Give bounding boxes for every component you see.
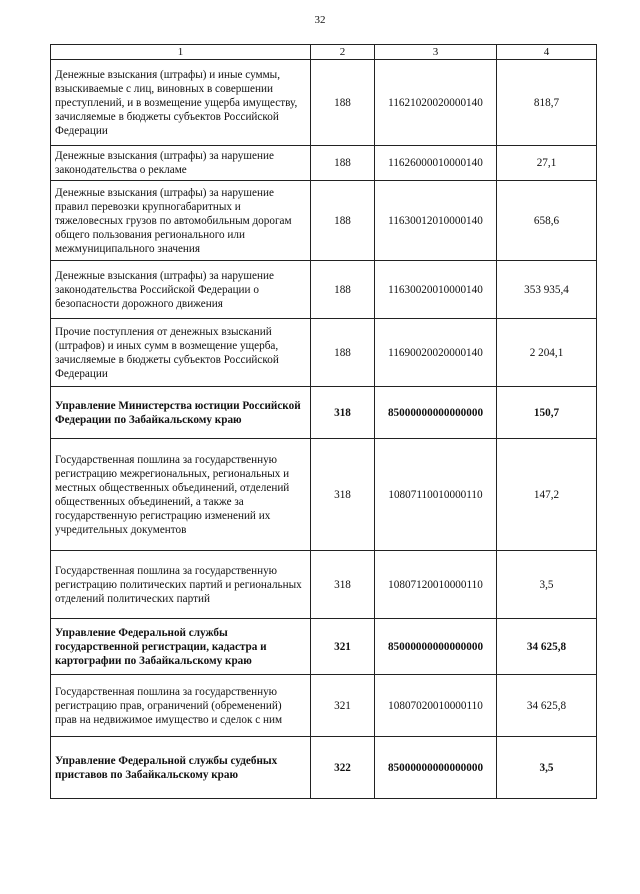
revenue-name: Прочие поступления от денежных взысканий (штрафов) и иных сумм в возмещение ущерба, зачисляемые в бюджеты субъектов Российской Федерации: [51, 319, 311, 387]
budget-classification-code: 11621020020000140: [375, 60, 497, 146]
amount: 150,7: [497, 387, 597, 439]
budget-classification-code: 10807020010000110: [375, 675, 497, 737]
revenue-name: Управление Федеральной службы судебных приставов по Забайкальскому краю: [51, 737, 311, 799]
revenue-name: Государственная пошлина за государственную регистрацию прав, ограничений (обременений) прав на недвижимое имущество и сделок с ним: [51, 675, 311, 737]
admin-code: 318: [311, 551, 375, 619]
revenue-table: [50, 44, 597, 799]
budget-classification-code: 10807120010000110: [375, 551, 497, 619]
table-row: [51, 261, 597, 319]
table-row: [51, 439, 597, 551]
table-row: [51, 551, 597, 619]
revenue-name: Государственная пошлина за государственную регистрацию политических партий и региональных отделений политических партий: [51, 551, 311, 619]
column-header-3: 3: [375, 45, 497, 60]
revenue-name: Денежные взыскания (штрафы) за нарушение правил перевозки крупногабаритных и тяжеловесных грузов по автомобильным дорогам общего пользования регионального или межмуниципального значения: [51, 181, 311, 261]
table-row: [51, 60, 597, 146]
budget-classification-code: 85000000000000000: [375, 737, 497, 799]
column-header-2: 2: [311, 45, 375, 60]
admin-code: 188: [311, 319, 375, 387]
budget-classification-code: 11690020020000140: [375, 319, 497, 387]
budget-classification-code: 85000000000000000: [375, 619, 497, 675]
table-row: [51, 146, 597, 181]
revenue-name: Управление Министерства юстиции Российской Федерации по Забайкальскому краю: [51, 387, 311, 439]
table-row: [51, 737, 597, 799]
admin-code: 318: [311, 439, 375, 551]
budget-classification-code: 11626000010000140: [375, 146, 497, 181]
budget-classification-code: 85000000000000000: [375, 387, 497, 439]
amount: 3,5: [497, 737, 597, 799]
amount: 34 625,8: [497, 619, 597, 675]
amount: 353 935,4: [497, 261, 597, 319]
table-header-row: [51, 45, 597, 60]
admin-code: 188: [311, 261, 375, 319]
admin-code: 188: [311, 181, 375, 261]
admin-code: 318: [311, 387, 375, 439]
table-row: [51, 619, 597, 675]
revenue-name: Денежные взыскания (штрафы) за нарушение законодательства Российской Федерации о безопасности дорожного движения: [51, 261, 311, 319]
table-row: [51, 675, 597, 737]
table-row: [51, 387, 597, 439]
revenue-name: Государственная пошлина за государственную регистрацию межрегиональных, региональных и местных общественных объединений, отделений общественных объединений, а также за государственную регистрацию изменений их учредительных документов: [51, 439, 311, 551]
amount: 658,6: [497, 181, 597, 261]
revenue-name: Управление Федеральной службы государственной регистрации, кадастра и картографии по Забайкальскому краю: [51, 619, 311, 675]
table-row: [51, 319, 597, 387]
column-header-4: 4: [497, 45, 597, 60]
admin-code: 188: [311, 146, 375, 181]
revenue-name: Денежные взыскания (штрафы) и иные суммы, взыскиваемые с лиц, виновных в совершении преступлений, и в возмещение ущерба имуществу, зачисляемые в бюджеты субъектов Российской Федерации: [51, 60, 311, 146]
budget-classification-code: 11630012010000140: [375, 181, 497, 261]
admin-code: 188: [311, 60, 375, 146]
budget-classification-code: 11630020010000140: [375, 261, 497, 319]
amount: 2 204,1: [497, 319, 597, 387]
column-header-1: 1: [51, 45, 311, 60]
amount: 27,1: [497, 146, 597, 181]
budget-classification-code: 10807110010000110: [375, 439, 497, 551]
amount: 147,2: [497, 439, 597, 551]
revenue-name: Денежные взыскания (штрафы) за нарушение законодательства о рекламе: [51, 146, 311, 181]
table-row: [51, 181, 597, 261]
admin-code: 322: [311, 737, 375, 799]
page-number: 32: [314, 14, 326, 26]
admin-code: 321: [311, 619, 375, 675]
admin-code: 321: [311, 675, 375, 737]
amount: 818,7: [497, 60, 597, 146]
amount: 3,5: [497, 551, 597, 619]
amount: 34 625,8: [497, 675, 597, 737]
